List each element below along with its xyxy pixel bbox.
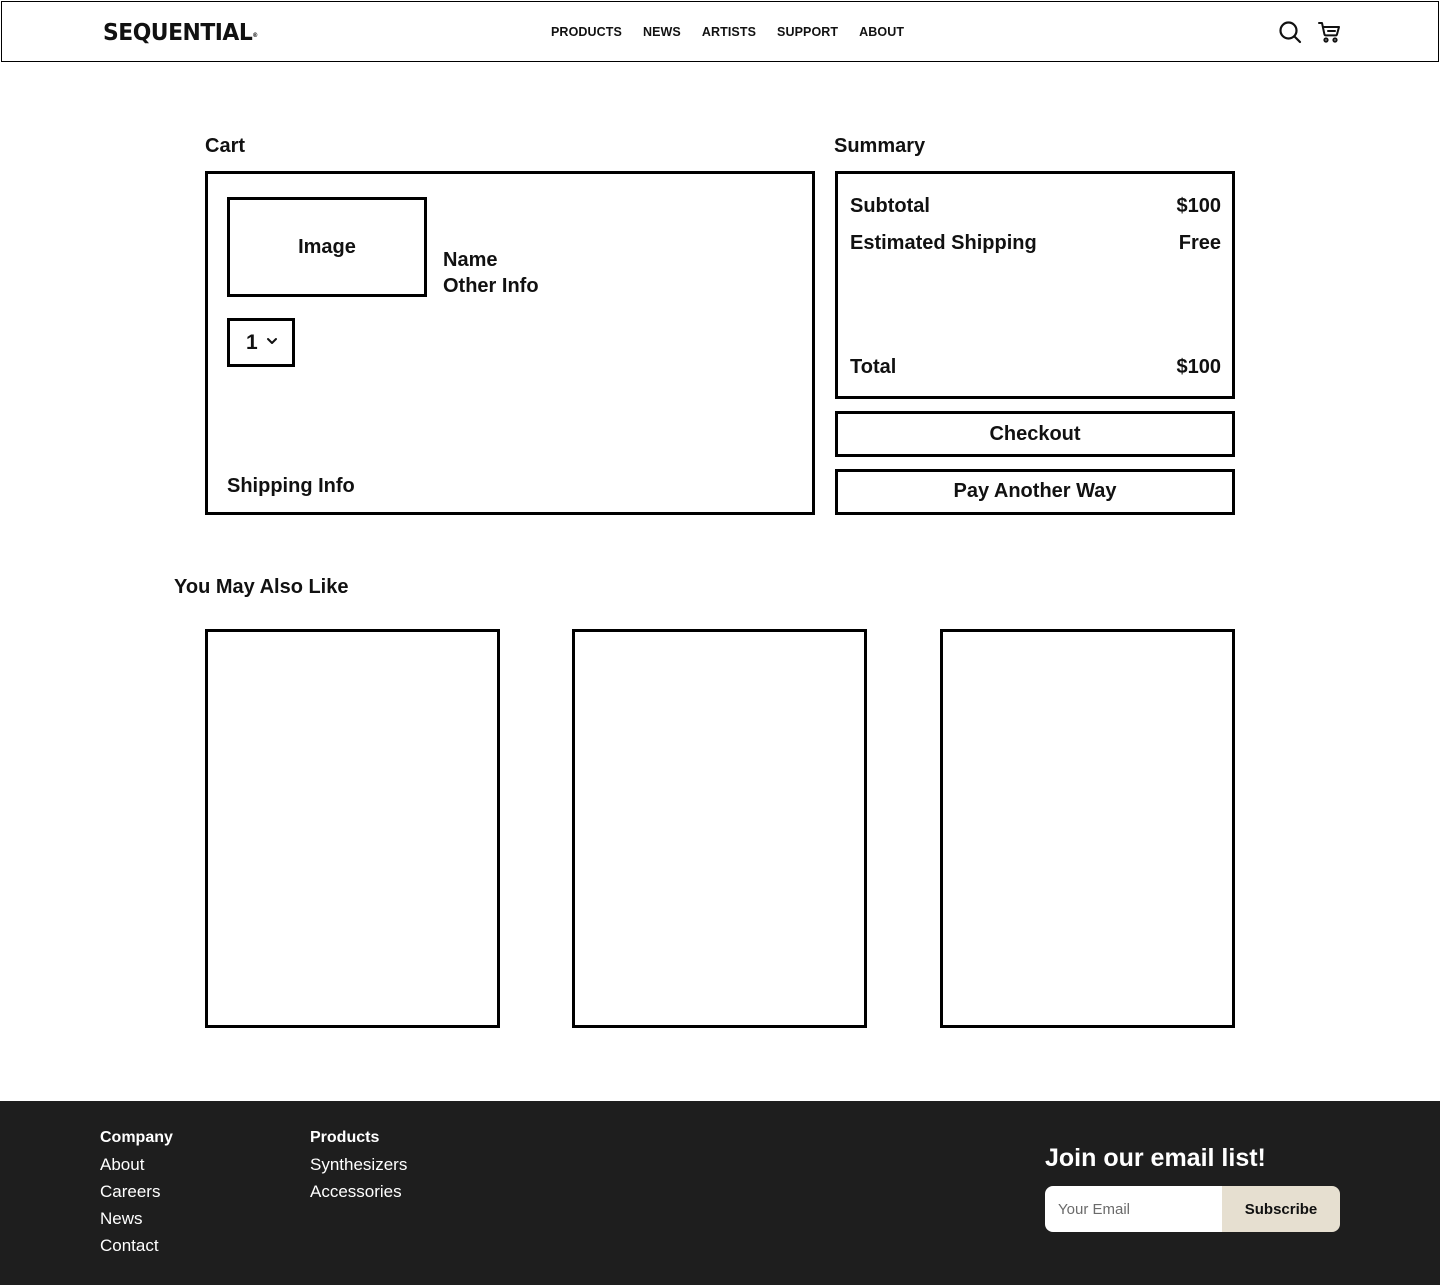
footer-link-contact[interactable]: Contact: [100, 1236, 159, 1255]
footer-link-about[interactable]: About: [100, 1155, 145, 1174]
summary-title: Summary: [834, 135, 926, 157]
recommendation-card[interactable]: [205, 629, 500, 1028]
footer-link-news[interactable]: News: [100, 1209, 143, 1228]
quantity-select[interactable]: [227, 318, 295, 367]
total-row: [850, 355, 1221, 379]
subtotal-row: [850, 194, 1221, 218]
newsletter-title: Join our email list!: [1045, 1144, 1266, 1172]
chevron-down-icon: [266, 334, 278, 352]
shipping-value: Free: [1178, 232, 1221, 254]
recommendations-title: You May Also Like: [174, 576, 349, 598]
email-input[interactable]: [1045, 1186, 1223, 1232]
nav-news[interactable]: NEWS: [642, 25, 681, 39]
cart-panel: [205, 171, 815, 515]
nav-artists[interactable]: ARTISTS: [701, 25, 757, 39]
shipping-row: [850, 231, 1221, 255]
total-value: $100: [1176, 356, 1221, 378]
item-name[interactable]: Name: [443, 249, 498, 271]
footer-link-careers[interactable]: Careers: [100, 1182, 161, 1201]
recommendation-card[interactable]: [572, 629, 867, 1028]
footer-products-column: [310, 1128, 407, 1209]
cart-icon[interactable]: [1317, 20, 1341, 44]
search-icon[interactable]: [1278, 20, 1302, 44]
site-footer: [0, 1101, 1440, 1285]
cart-title: Cart: [205, 135, 246, 157]
product-image-placeholder: [227, 197, 427, 297]
recommendation-card[interactable]: [940, 629, 1235, 1028]
footer-company-column: [100, 1128, 173, 1263]
subscribe-button[interactable]: Subscribe: [1222, 1186, 1340, 1232]
subtotal-label: Subtotal: [850, 195, 930, 217]
summary-panel: [835, 171, 1235, 399]
pay-another-way-button[interactable]: Pay Another Way: [835, 469, 1235, 515]
total-label: Total: [850, 356, 897, 378]
nav-about[interactable]: ABOUT: [859, 25, 905, 39]
image-label: Image: [298, 235, 356, 258]
nav-products[interactable]: PRODUCTS: [551, 25, 622, 39]
quantity-value: 1: [246, 330, 258, 354]
nav-support[interactable]: SUPPORT: [777, 25, 839, 39]
shipping-info: Shipping Info: [227, 475, 355, 497]
main-nav: [551, 24, 925, 40]
shipping-label: Estimated Shipping: [850, 232, 1037, 254]
footer-link-accessories[interactable]: Accessories: [310, 1182, 402, 1201]
footer-company-heading: Company: [100, 1129, 173, 1146]
subtotal-value: $100: [1176, 195, 1221, 217]
site-header: [1, 1, 1439, 62]
item-other-info: Other Info: [443, 275, 539, 297]
footer-link-synthesizers[interactable]: Synthesizers: [310, 1155, 408, 1174]
footer-products-heading: Products: [310, 1129, 380, 1146]
checkout-button[interactable]: Checkout: [835, 411, 1235, 457]
brand-logo[interactable]: SEQUENTIAL®: [103, 20, 258, 46]
